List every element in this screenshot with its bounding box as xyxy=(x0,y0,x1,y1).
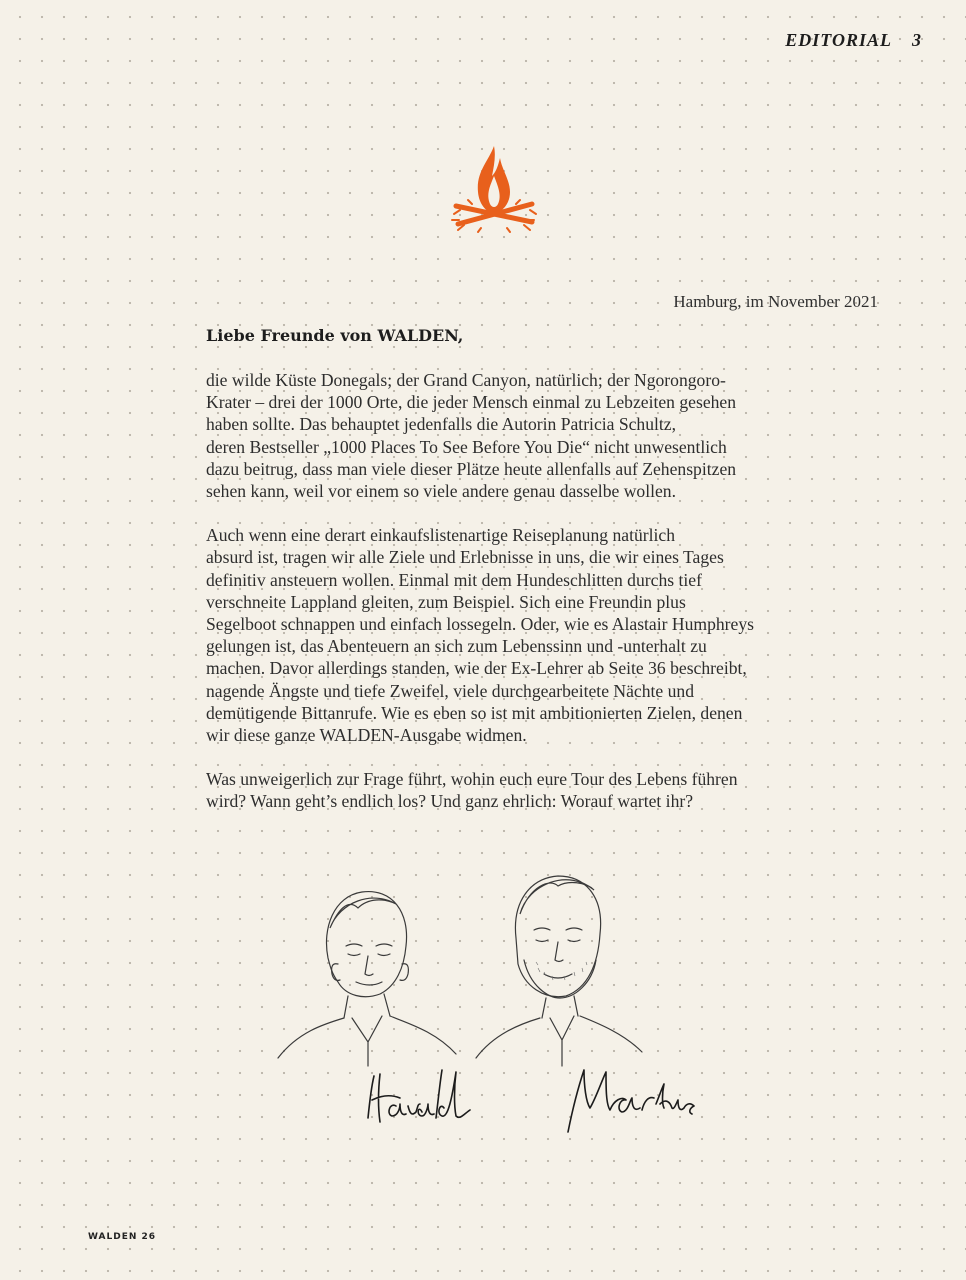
date-line: Hamburg, im November 2021 xyxy=(673,292,878,311)
text-line: dazu beitrug, dass man viele dieser Plätze heute allenfalls auf Zehenspitzen xyxy=(206,458,737,479)
signature-markus xyxy=(568,1070,694,1132)
text-line: wir diese ganze WALDEN-Ausgabe widmen. xyxy=(206,725,527,746)
signature-harald xyxy=(368,1070,470,1122)
text-line: demütigende Bittanrufe. Wie es eben so ist mit ambitionierten Zielen, denen xyxy=(206,702,743,723)
text-line: gelungen ist, das Abenteuern an sich zum Lebenssinn und -unterhalt zu xyxy=(206,636,707,657)
text-line: verschneite Lappland gleiten, zum Beispiel. Sich eine Freundin plus xyxy=(206,591,686,612)
text-line: deren Bestseller „1000 Places To See Before You Die“ nicht unwesentlich xyxy=(206,436,727,457)
page-number: 3 xyxy=(912,30,922,50)
text-line: nagende Ängste und tiefe Zweifel, viele durchgearbeitete Nächte und xyxy=(206,680,695,701)
text-line: machen. Davor allerdings standen, wie der Ex-Lehrer ab Seite 36 beschreibt, xyxy=(206,658,747,679)
text-line: Krater – drei der 1000 Orte, die jeder Mensch einmal zu Lebzeiten gesehen xyxy=(206,392,737,413)
text-line: Auch wenn eine derart einkaufslistenartige Reiseplanung natürlich xyxy=(206,525,676,546)
campfire-icon xyxy=(448,142,540,238)
text-line: die wilde Küste Donegals; der Grand Canyon, natürlich; der Ngorongoro- xyxy=(206,370,726,390)
text-line: Segelboot schnappen und einfach lossegeln. Oder, wie es Alastair Humphreys xyxy=(206,614,754,635)
signatures xyxy=(360,1058,700,1138)
letter-body xyxy=(206,369,816,835)
author-portraits-illustration xyxy=(268,868,648,1068)
text-line: definitiv ansteuern wollen. Einmal mit dem Hundeschlitten durchs tief xyxy=(206,569,702,590)
footer-publication-label: WALDEN 26 xyxy=(88,1232,157,1242)
paragraph xyxy=(206,524,816,746)
page-header xyxy=(785,30,922,51)
salutation: Liebe Freunde von WALDEN, xyxy=(206,326,464,345)
text-line: sehen kann, weil vor einem so viele andere genau dasselbe wollen. xyxy=(206,481,676,502)
text-line: Was unweigerlich zur Frage führt, wohin euch eure Tour des Lebens führen xyxy=(206,769,738,790)
section-title: EDITORIAL xyxy=(785,30,892,50)
paragraph xyxy=(206,369,816,502)
text-line: wird? Wann geht’s endlich los? Und ganz ehrlich: Worauf wartet ihr? xyxy=(206,791,694,812)
text-line: absurd ist, tragen wir alle Ziele und Erlebnisse in uns, die wir eines Tages xyxy=(206,547,724,568)
paragraph xyxy=(206,768,816,812)
text-line: haben sollte. Das behauptet jedenfalls die Autorin Patricia Schultz, xyxy=(206,414,677,435)
